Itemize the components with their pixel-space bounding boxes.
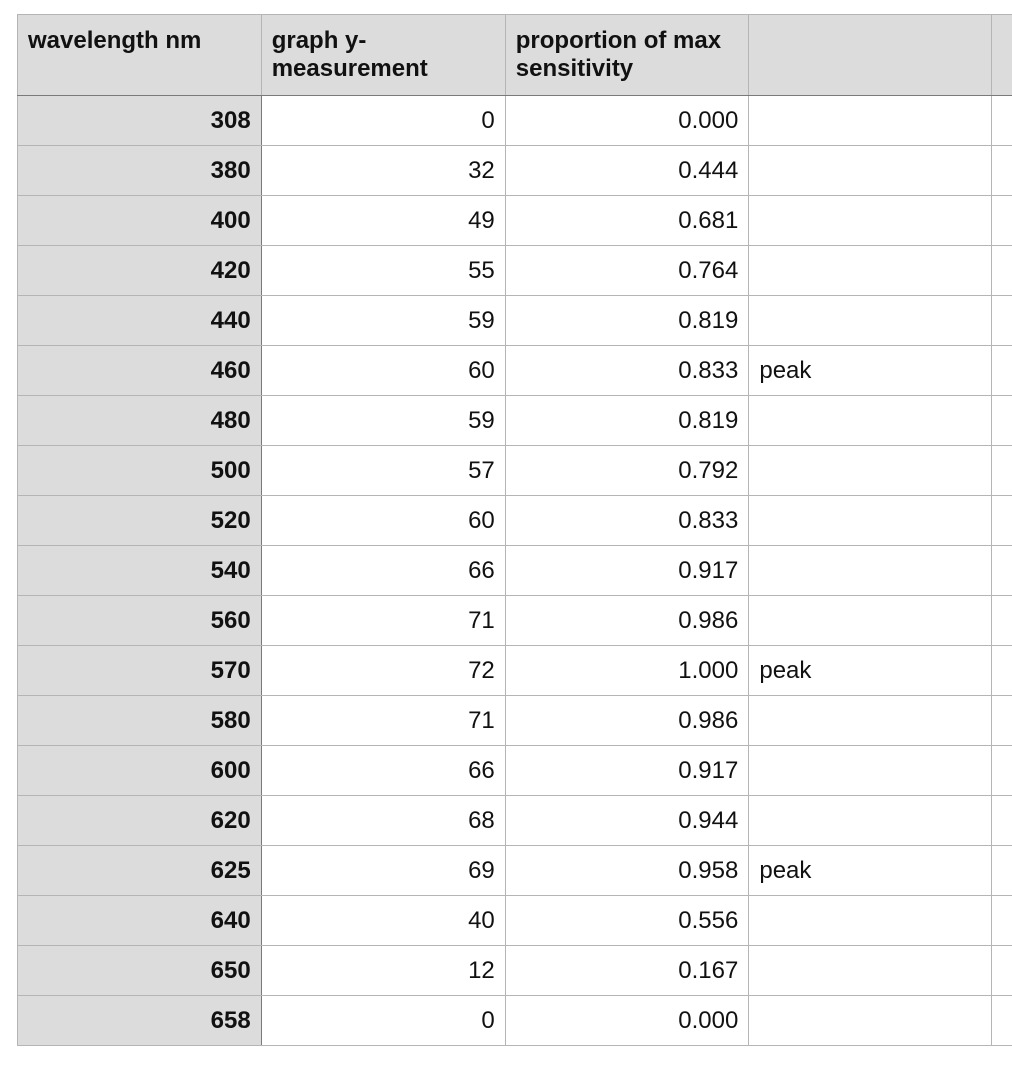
table-row: [18, 96, 1012, 146]
cell-graph-y[interactable]: 0: [261, 996, 505, 1046]
cell-graph-y[interactable]: 66: [261, 746, 505, 796]
cell-graph-y[interactable]: 59: [261, 396, 505, 446]
cell-graph-y[interactable]: 12: [261, 946, 505, 996]
table-row: [18, 546, 1012, 596]
cell-graph-y[interactable]: 60: [261, 496, 505, 546]
cell-proportion[interactable]: 0.958: [505, 846, 749, 896]
cell-note[interactable]: peak: [749, 346, 992, 396]
cell-wavelength[interactable]: 560: [18, 596, 262, 646]
cell-wavelength[interactable]: 540: [18, 546, 262, 596]
cell-wavelength[interactable]: 520: [18, 496, 262, 546]
cell-proportion[interactable]: 0.917: [505, 746, 749, 796]
cell-wavelength[interactable]: 570: [18, 646, 262, 696]
table-row: [18, 996, 1012, 1046]
cell-extra[interactable]: [991, 996, 1012, 1046]
table-row: [18, 896, 1012, 946]
cell-wavelength[interactable]: 620: [18, 796, 262, 846]
cell-proportion[interactable]: 0.819: [505, 396, 749, 446]
spreadsheet-table: [17, 14, 1012, 1046]
cell-wavelength[interactable]: 440: [18, 296, 262, 346]
cell-proportion[interactable]: 0.167: [505, 946, 749, 996]
cell-wavelength[interactable]: 380: [18, 146, 262, 196]
table-row: [18, 946, 1012, 996]
cell-proportion[interactable]: 0.944: [505, 796, 749, 846]
cell-graph-y[interactable]: 60: [261, 346, 505, 396]
cell-note[interactable]: peak: [749, 646, 992, 696]
cell-wavelength[interactable]: 308: [18, 96, 262, 146]
cell-proportion[interactable]: 0.986: [505, 596, 749, 646]
cell-note[interactable]: [749, 146, 992, 196]
cell-note[interactable]: [749, 546, 992, 596]
cell-extra[interactable]: [991, 546, 1012, 596]
cell-graph-y[interactable]: 71: [261, 596, 505, 646]
cell-note[interactable]: [749, 746, 992, 796]
cell-extra[interactable]: [991, 196, 1012, 246]
cell-note[interactable]: [749, 396, 992, 446]
table-row: [18, 846, 1012, 896]
cell-proportion[interactable]: 0.833: [505, 346, 749, 396]
cell-graph-y[interactable]: 57: [261, 446, 505, 496]
cell-graph-y[interactable]: 49: [261, 196, 505, 246]
cell-proportion[interactable]: 0.833: [505, 496, 749, 546]
cell-extra[interactable]: [991, 346, 1012, 396]
table-body: [18, 96, 1012, 1046]
table-row: [18, 746, 1012, 796]
cell-graph-y[interactable]: 68: [261, 796, 505, 846]
header-extra[interactable]: [991, 15, 1012, 96]
cell-wavelength[interactable]: 640: [18, 896, 262, 946]
cell-note[interactable]: [749, 896, 992, 946]
cell-wavelength[interactable]: 650: [18, 946, 262, 996]
cell-extra[interactable]: [991, 796, 1012, 846]
cell-graph-y[interactable]: 55: [261, 246, 505, 296]
cell-extra[interactable]: [991, 746, 1012, 796]
cell-wavelength[interactable]: 580: [18, 696, 262, 746]
table-row: [18, 246, 1012, 296]
cell-extra[interactable]: [991, 496, 1012, 546]
cell-proportion[interactable]: 0.986: [505, 696, 749, 746]
table-row: [18, 596, 1012, 646]
cell-proportion[interactable]: 0.000: [505, 96, 749, 146]
cell-wavelength[interactable]: 400: [18, 196, 262, 246]
cell-extra[interactable]: [991, 96, 1012, 146]
cell-proportion[interactable]: 0.764: [505, 246, 749, 296]
cell-note[interactable]: [749, 946, 992, 996]
cell-graph-y[interactable]: 72: [261, 646, 505, 696]
cell-proportion[interactable]: 1.000: [505, 646, 749, 696]
cell-extra[interactable]: [991, 396, 1012, 446]
cell-proportion[interactable]: 0.819: [505, 296, 749, 346]
table-row: [18, 196, 1012, 246]
cell-extra[interactable]: [991, 896, 1012, 946]
cell-note[interactable]: [749, 96, 992, 146]
cell-wavelength[interactable]: 500: [18, 446, 262, 496]
cell-proportion[interactable]: 0.792: [505, 446, 749, 496]
cell-wavelength[interactable]: 658: [18, 996, 262, 1046]
cell-note[interactable]: [749, 696, 992, 746]
cell-wavelength[interactable]: 625: [18, 846, 262, 896]
cell-extra[interactable]: [991, 146, 1012, 196]
header-proportion[interactable]: proportion of max sensitivity: [505, 15, 749, 96]
header-wavelength[interactable]: wavelength nm: [18, 15, 262, 96]
table-row: [18, 696, 1012, 746]
table-row: [18, 446, 1012, 496]
header-row: [18, 15, 1012, 96]
table-row: [18, 496, 1012, 546]
cell-wavelength[interactable]: 460: [18, 346, 262, 396]
cell-graph-y[interactable]: 0: [261, 96, 505, 146]
cell-graph-y[interactable]: 32: [261, 146, 505, 196]
cell-extra[interactable]: [991, 446, 1012, 496]
cell-extra[interactable]: [991, 946, 1012, 996]
cell-proportion[interactable]: 0.444: [505, 146, 749, 196]
cell-note[interactable]: [749, 196, 992, 246]
cell-graph-y[interactable]: 66: [261, 546, 505, 596]
cell-note[interactable]: [749, 446, 992, 496]
cell-proportion[interactable]: 0.681: [505, 196, 749, 246]
cell-extra[interactable]: [991, 846, 1012, 896]
cell-extra[interactable]: [991, 596, 1012, 646]
table-row: [18, 146, 1012, 196]
cell-graph-y[interactable]: 69: [261, 846, 505, 896]
cell-proportion[interactable]: 0.000: [505, 996, 749, 1046]
cell-proportion[interactable]: 0.917: [505, 546, 749, 596]
cell-wavelength[interactable]: 600: [18, 746, 262, 796]
cell-note[interactable]: peak: [749, 846, 992, 896]
cell-graph-y[interactable]: 40: [261, 896, 505, 946]
cell-note[interactable]: [749, 496, 992, 546]
header-graph-y[interactable]: graph y-measurement: [261, 15, 505, 96]
cell-note[interactable]: [749, 996, 992, 1046]
table-row: [18, 396, 1012, 446]
table-row: [18, 296, 1012, 346]
cell-extra[interactable]: [991, 296, 1012, 346]
table-row: [18, 796, 1012, 846]
cell-note[interactable]: [749, 596, 992, 646]
cell-graph-y[interactable]: 71: [261, 696, 505, 746]
cell-wavelength[interactable]: 480: [18, 396, 262, 446]
cell-note[interactable]: [749, 296, 992, 346]
cell-wavelength[interactable]: 420: [18, 246, 262, 296]
cell-extra[interactable]: [991, 696, 1012, 746]
cell-note[interactable]: [749, 796, 992, 846]
cell-extra[interactable]: [991, 246, 1012, 296]
cell-extra[interactable]: [991, 646, 1012, 696]
cell-proportion[interactable]: 0.556: [505, 896, 749, 946]
header-notes[interactable]: [749, 15, 992, 96]
cell-graph-y[interactable]: 59: [261, 296, 505, 346]
cell-note[interactable]: [749, 246, 992, 296]
table-row: [18, 346, 1012, 396]
table-row: [18, 646, 1012, 696]
